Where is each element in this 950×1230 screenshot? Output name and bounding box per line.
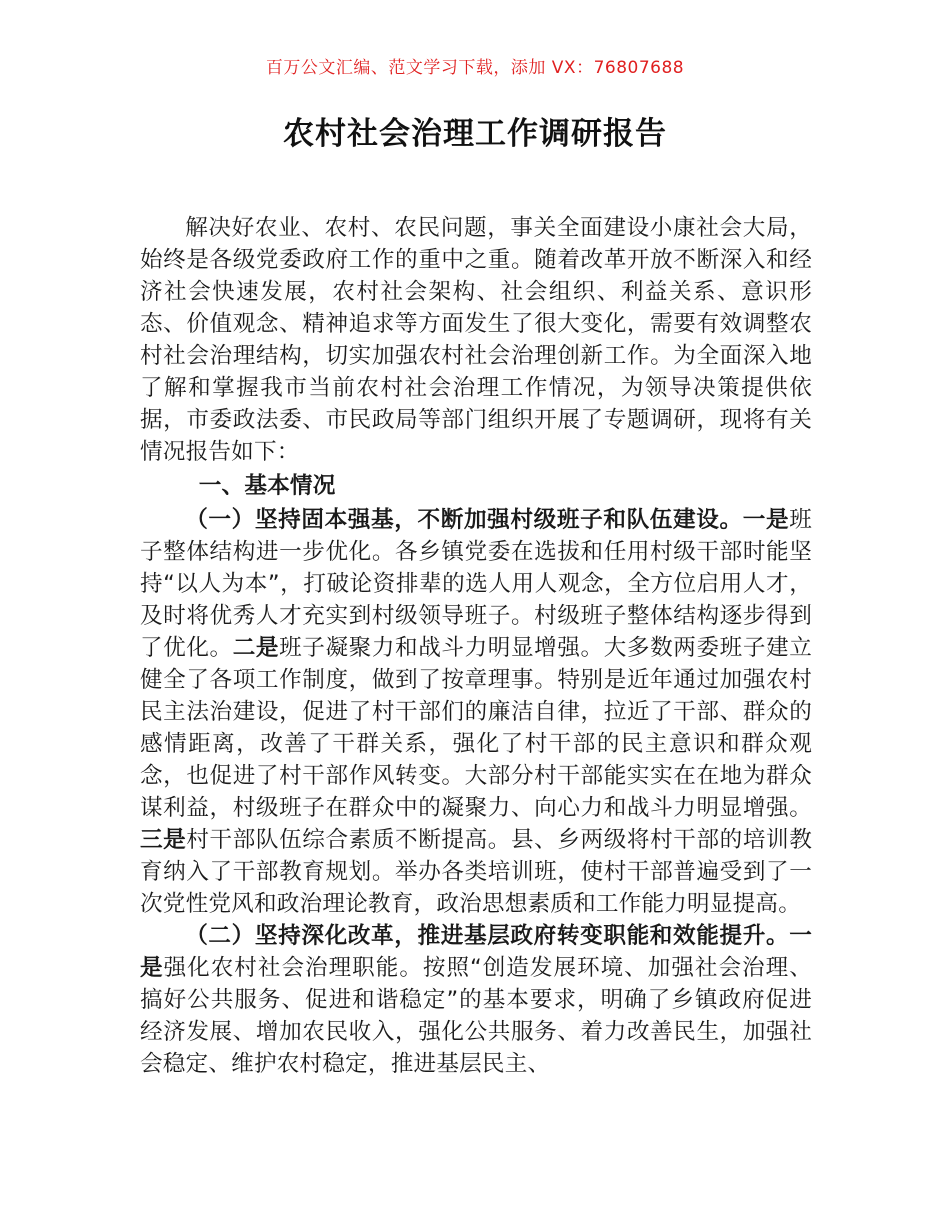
intro-paragraph: 解决好农业、农村、农民问题，事关全面建设小康社会大局，始终是各级党委政府工作的重中之重。随着改革开放不断深入和经济社会快速发展，农村社会架构、社会组织、利益关系、意识形态、价值观念、精神追求等方面发生了很大变化，需要有效调整农村社会治理结构，切实加强农村社会治理创新工作。为全面深入地了解和掌握我市当前农村社会治理工作情况，为领导决策提供依据，市委政法委、市民政局等部门组织开展了专题调研，现将有关情况报告如下： bbox=[140, 215, 812, 465]
document-title: 农村社会治理工作调研报告 bbox=[283, 116, 667, 152]
section-heading: 一、基本情况 bbox=[198, 473, 336, 499]
document-body bbox=[140, 212, 812, 1080]
point-2-lead: 二是 bbox=[232, 635, 280, 661]
point-1-text: 班子整体结构进一步优化。各乡镇党委在选拔和任用村级干部时能坚持“以人为本”，打破论资排辈的选人用人观念，全方位启用人才，及时将优秀人才充实到村级领导班子。村级班子整体结构逐步得到了优化。 bbox=[140, 507, 812, 661]
subsection-1-paragraph bbox=[140, 504, 812, 920]
subsection-1-title: （一）坚持固本强基，不断加强村级班子和队伍建设。 bbox=[185, 507, 743, 533]
point-3-text: 村干部队伍综合素质不断提高。县、乡两级将村干部的培训教育纳入了干部教育规划。举办各类培训班，使村干部普遍受到了一次党性党风和政治理论教育，政治思想素质和工作能力明显提高。 bbox=[140, 827, 812, 917]
point-1-lead: 一是 bbox=[742, 507, 790, 533]
subsection-2-title: （二）坚持深化改革，推进基层政府转变职能和效能提升。 bbox=[185, 923, 790, 949]
point-3-lead: 三是 bbox=[140, 827, 187, 853]
sub2-point-1-text: 强化农村社会治理职能。按照“创造发展环境、加强社会治理、搞好公共服务、促进和谐稳定”的基本要求，明确了乡镇政府促进经济发展、增加农民收入，强化公共服务、着力改善民生，加强社会稳定、维护农村稳定，推进基层民主、 bbox=[140, 955, 812, 1077]
subsection-2-paragraph bbox=[140, 920, 812, 1080]
sub2-point-1-lead: 一是 bbox=[140, 923, 812, 981]
point-2-text: 班子凝聚力和战斗力明显增强。大多数两委班子建立健全了各项工作制度，做到了按章理事。特别是近年通过加强农村民主法治建设，促进了村干部们的廉洁自律，拉近了干部、群众的感情距离，改善了干群关系，强化了村干部的民主意识和群众观念，也促进了村干部作风转变。大部分村干部能实实在在地为群众谋利益，村级班子在群众中的凝聚力、向心力和战斗力明显增强。 bbox=[140, 635, 812, 821]
watermark-banner: 百万公文汇编、范文学习下载，添加 VX：76807688 bbox=[265, 58, 685, 78]
